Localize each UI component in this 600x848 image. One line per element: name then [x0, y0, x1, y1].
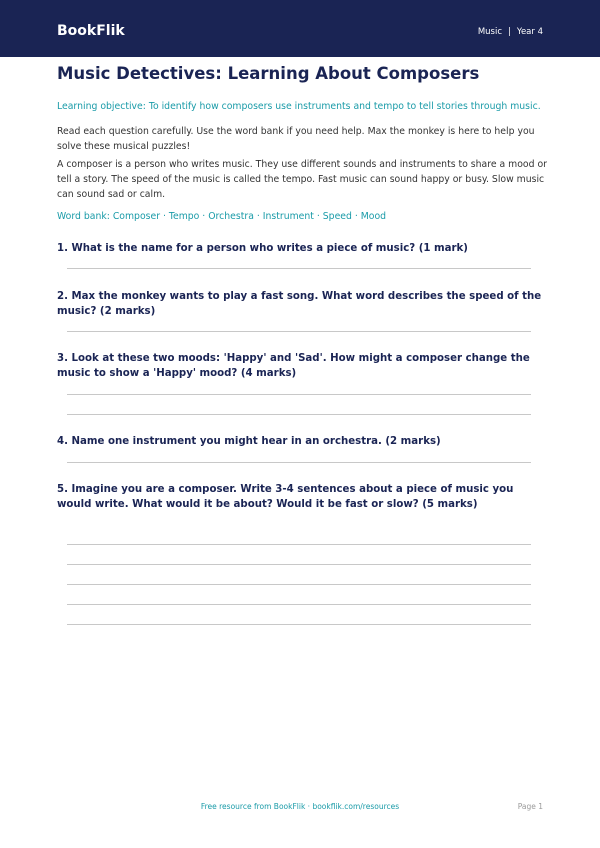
brand-logo[interactable]: BookFlik	[57, 23, 125, 39]
word-bank: Word bank: Composer · Tempo · Orchestra · Instrument · Speed · Mood	[57, 211, 387, 222]
answer-line[interactable]	[67, 604, 531, 605]
answer-line[interactable]	[67, 564, 531, 565]
info-paragraph: A composer is a person who writes music. They use different sounds and instruments to share a mood or tell a story. The speed of the music is called the tempo. Fast music can sound happy or busy. Slow music can sound sad or calm.	[57, 159, 547, 200]
subject-label: Music	[477, 27, 503, 37]
learning-objective: Learning objective: To identify how composers use instruments and tempo to tell stories through music.	[57, 101, 541, 112]
question-4: 4. Name one instrument you might hear in an orchestra. (2 marks)	[57, 436, 441, 447]
question-1: 1. What is the name for a person who writes a piece of music? (1 mark)	[57, 243, 468, 254]
question-3: 3. Look at these two moods: 'Happy' and 'Sad'. How might a composer change the music to show a 'Happy' mood? (4 marks)	[57, 353, 530, 379]
header-meta	[478, 27, 543, 37]
meta-separator: |	[508, 27, 511, 37]
header-bar	[0, 0, 600, 57]
answer-line[interactable]	[67, 331, 531, 332]
answer-line[interactable]	[67, 584, 531, 585]
page-number: Page 1	[517, 802, 543, 811]
question-5: 5. Imagine you are a composer. Write 3-4 sentences about a piece of music you would write. What would it be about? Would it be fast or slow? (5 marks)	[57, 484, 514, 510]
footer-resource-link[interactable]: Free resource from BookFlik · bookflik.com/resources	[200, 802, 400, 811]
question-2: 2. Max the monkey wants to play a fast song. What word describes the speed of the music? (2 marks)	[57, 291, 542, 317]
intro-paragraph: Read each question carefully. Use the word bank if you need help. Max the monkey is here to help you solve these musical puzzles!	[57, 126, 535, 152]
answer-line[interactable]	[67, 268, 531, 269]
answer-line[interactable]	[67, 544, 531, 545]
year-label: Year 4	[516, 27, 543, 37]
answer-line[interactable]	[67, 462, 531, 463]
answer-line[interactable]	[67, 414, 531, 415]
answer-line[interactable]	[67, 624, 531, 625]
answer-line[interactable]	[67, 394, 531, 395]
page-title: Music Detectives: Learning About Composers	[57, 64, 480, 83]
